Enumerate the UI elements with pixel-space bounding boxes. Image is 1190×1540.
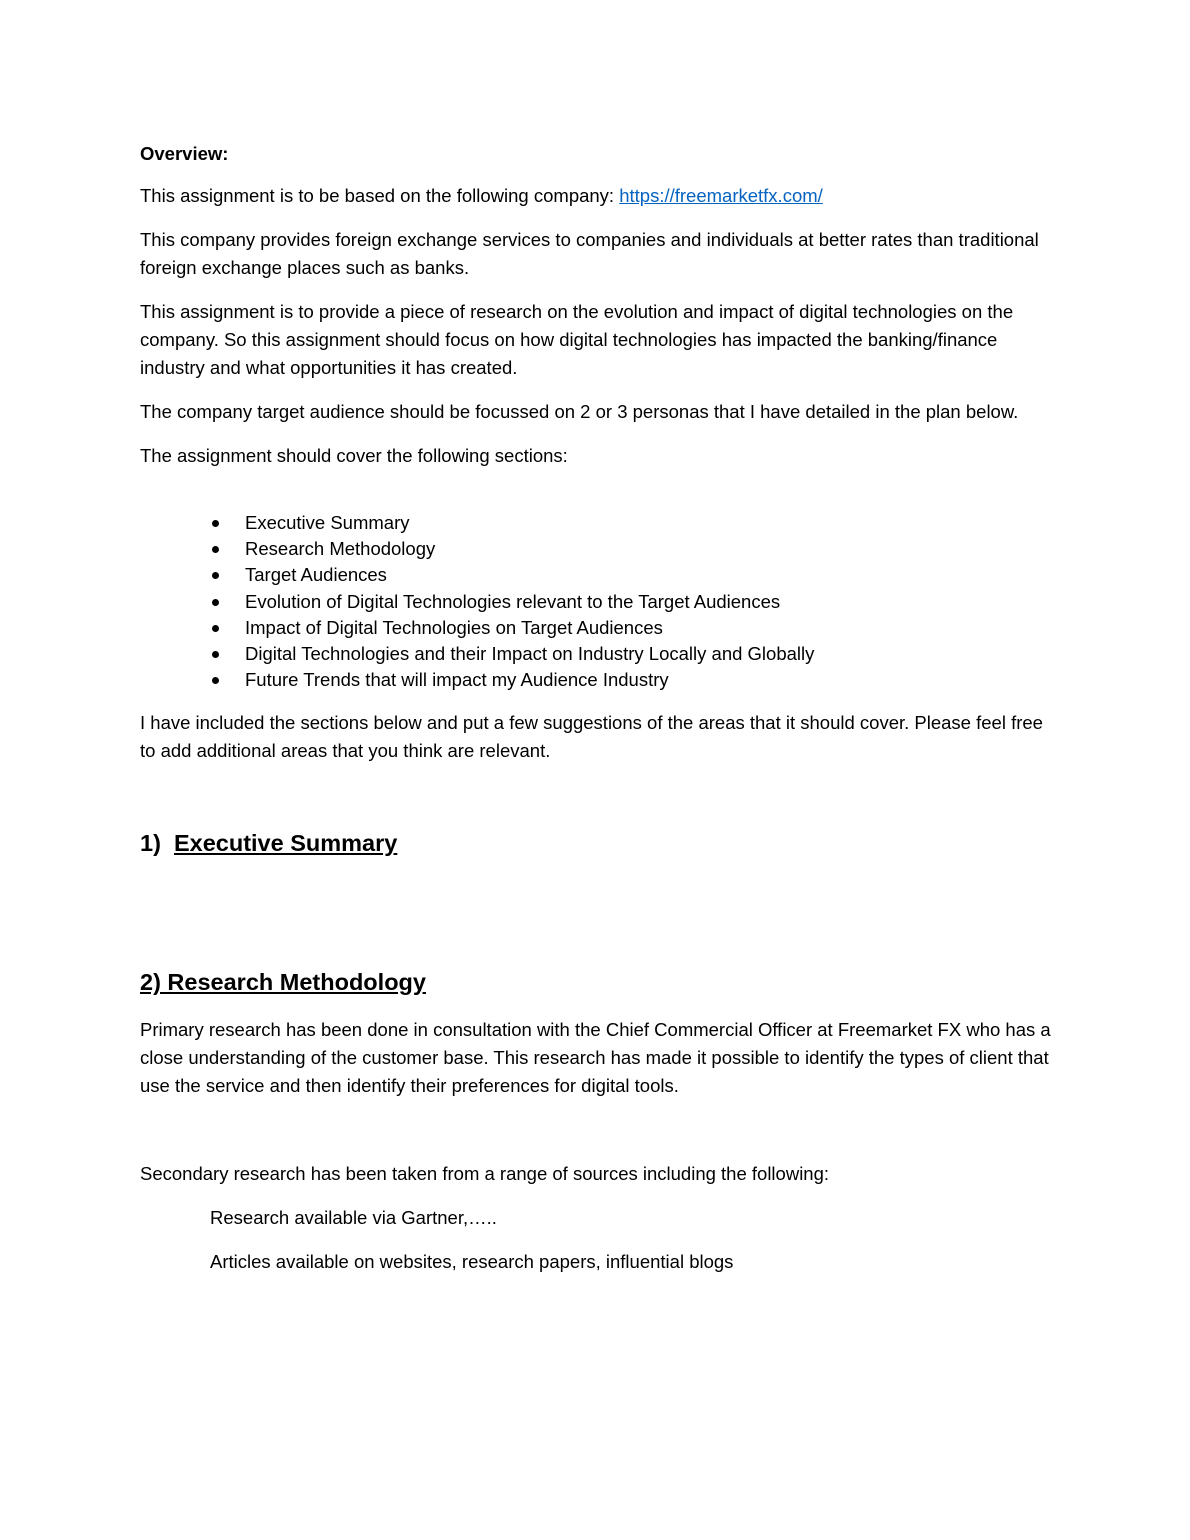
bullet-icon [212, 572, 219, 579]
list-item [140, 510, 1055, 536]
audience-paragraph: The company target audience should be focussed on 2 or 3 personas that I have detailed in the plan below. [140, 401, 1019, 422]
source-articles: Articles available on websites, research papers, influential blogs [210, 1251, 734, 1273]
document-body [140, 140, 1055, 1292]
overview-heading: Overview: [140, 143, 229, 164]
list-item-label: Research Methodology [245, 538, 436, 560]
included-paragraph: I have included the sections below and put a few suggestions of the areas that it should cover. Please feel free to add additional areas that you think are relevant. [140, 712, 1043, 762]
research-methodology-heading [140, 966, 1055, 998]
bullet-icon [212, 599, 219, 606]
secondary-research-paragraph: Secondary research has been taken from a range of sources including the following: [140, 1163, 830, 1185]
list-item [140, 641, 1055, 667]
bullet-icon [212, 651, 219, 658]
bullet-icon [212, 625, 219, 632]
bullet-icon [212, 546, 219, 553]
list-item-label: Evolution of Digital Technologies relevant to the Target Audiences [245, 590, 781, 612]
company-link[interactable]: https://freemarketfx.com/ [619, 185, 823, 206]
list-item-label: Future Trends that will impact my Audience Industry [245, 669, 669, 691]
primary-research-paragraph: Primary research has been done in consultation with the Chief Commercial Officer at Freemarket FX who has a close understanding of the customer base. This research has made it possible to identify the types of client that use the service and then identify their preferences for digital tools. [140, 1019, 1051, 1097]
list-item [140, 615, 1055, 641]
research-paragraph: This assignment is to provide a piece of research on the evolution and impact of digital technologies on the company. So this assignment should focus on how digital technologies has impacted the banking/finance industry and what opportunities it has created. [140, 301, 1014, 378]
list-item [140, 562, 1055, 588]
bullet-icon [212, 677, 219, 684]
list-item-label: Impact of Digital Technologies on Target Audiences [245, 616, 663, 638]
company-line-text: This assignment is to be based on the following company: [140, 185, 620, 206]
section-number: 1) [140, 830, 161, 857]
list-item [140, 667, 1055, 693]
list-item-label: Executive Summary [245, 512, 410, 533]
sections-intro-paragraph: The assignment should cover the following sections: [140, 445, 568, 466]
executive-summary-heading [140, 827, 1055, 859]
company-line [140, 182, 1055, 210]
sections-list [140, 510, 1055, 693]
list-item [140, 589, 1055, 615]
section-title: Executive Summary [173, 830, 398, 857]
list-item [140, 536, 1055, 562]
bullet-icon [212, 520, 219, 527]
source-gartner: Research available via Gartner,….. [210, 1207, 497, 1229]
list-item-label: Target Audiences [245, 564, 387, 586]
section-title: 2) Research Methodology [140, 969, 426, 996]
list-item-label: Digital Technologies and their Impact on Industry Locally and Globally [245, 643, 815, 665]
services-paragraph: This company provides foreign exchange services to companies and individuals at better rates than traditional foreign exchange places such as banks. [140, 229, 1039, 278]
